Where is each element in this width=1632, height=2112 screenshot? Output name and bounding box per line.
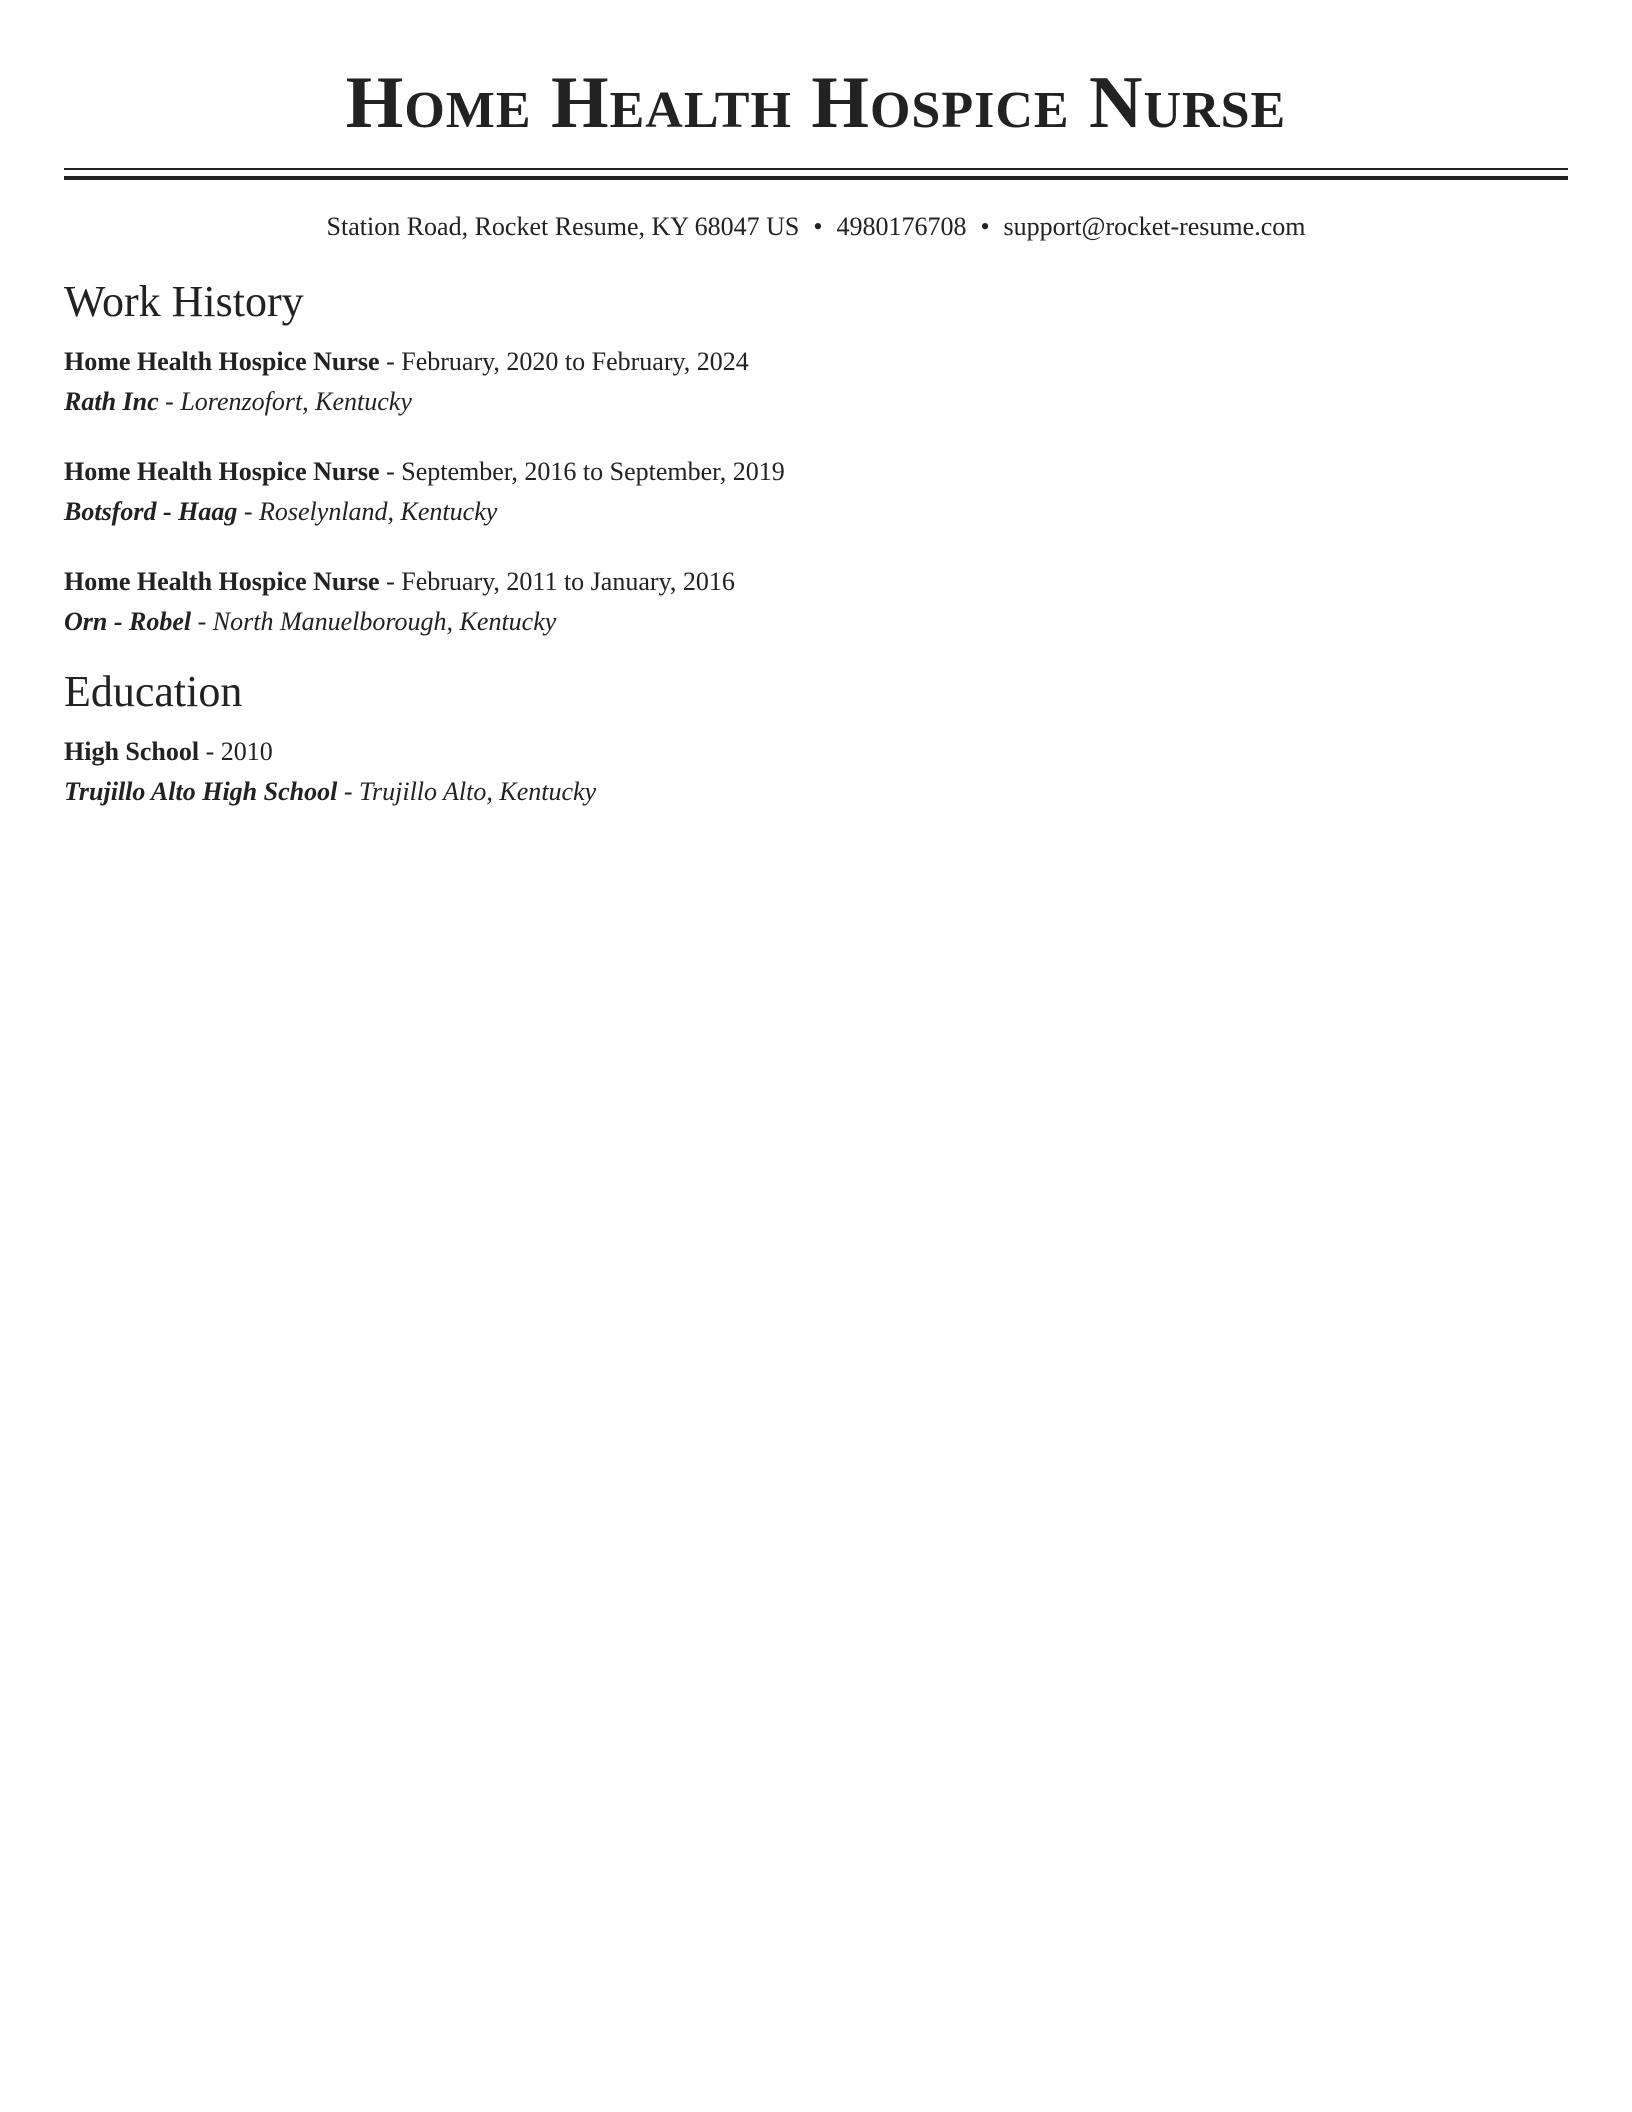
education-entry-degree-line [64,732,1568,772]
contact-address: Station Road, Rocket Resume, KY 68047 US [326,212,800,241]
education-degree: High School [64,737,200,766]
education-heading: Education [64,667,243,716]
dash: - [386,567,395,596]
work-entry-company-line [64,602,1568,642]
dash: - [386,347,395,376]
dash: - [205,737,215,766]
dash: - [197,607,207,636]
work-entry-role-line [64,562,1568,602]
education-location: Trujillo Alto, Kentucky [358,777,597,806]
work-entry-role-line [64,452,1568,492]
work-dates: September, 2016 to September, 2019 [401,457,785,486]
work-company: Rath Inc [64,387,159,416]
education-entry-school-line [64,772,1568,812]
resume-title: Home Health Hospice Nurse [345,62,1287,144]
work-location: Roselynland, Kentucky [259,497,498,526]
contact-phone: 4980176708 [836,212,967,241]
dash: - [165,387,174,416]
education-year: 2010 [220,737,273,766]
work-entry-company-line [64,382,1568,422]
work-role: Home Health Hospice Nurse [64,347,380,376]
contact-email: support@rocket-resume.com [1003,212,1306,241]
work-entry [64,452,1568,532]
work-entry [64,342,1568,422]
contact-separator: • [980,212,990,241]
work-history-heading: Work History [64,277,304,326]
work-location: North Manuelborough, Kentucky [212,607,557,636]
work-role: Home Health Hospice Nurse [64,567,380,596]
work-entry-company-line [64,492,1568,532]
contact-line [64,210,1568,244]
work-company: Botsford - Haag [64,497,238,526]
education-school: Trujillo Alto High School [64,777,338,806]
title-double-rule [64,168,1568,180]
dash: - [343,777,353,806]
dash: - [243,497,253,526]
work-location: Lorenzofort, Kentucky [180,387,412,416]
contact-separator: • [813,212,823,241]
work-dates: February, 2011 to January, 2016 [401,567,735,596]
education-entry [64,732,1568,812]
work-role: Home Health Hospice Nurse [64,457,380,486]
work-entry [64,562,1568,642]
work-dates: February, 2020 to February, 2024 [401,347,749,376]
work-company: Orn - Robel [64,607,192,636]
work-entry-role-line [64,342,1568,382]
dash: - [386,457,395,486]
